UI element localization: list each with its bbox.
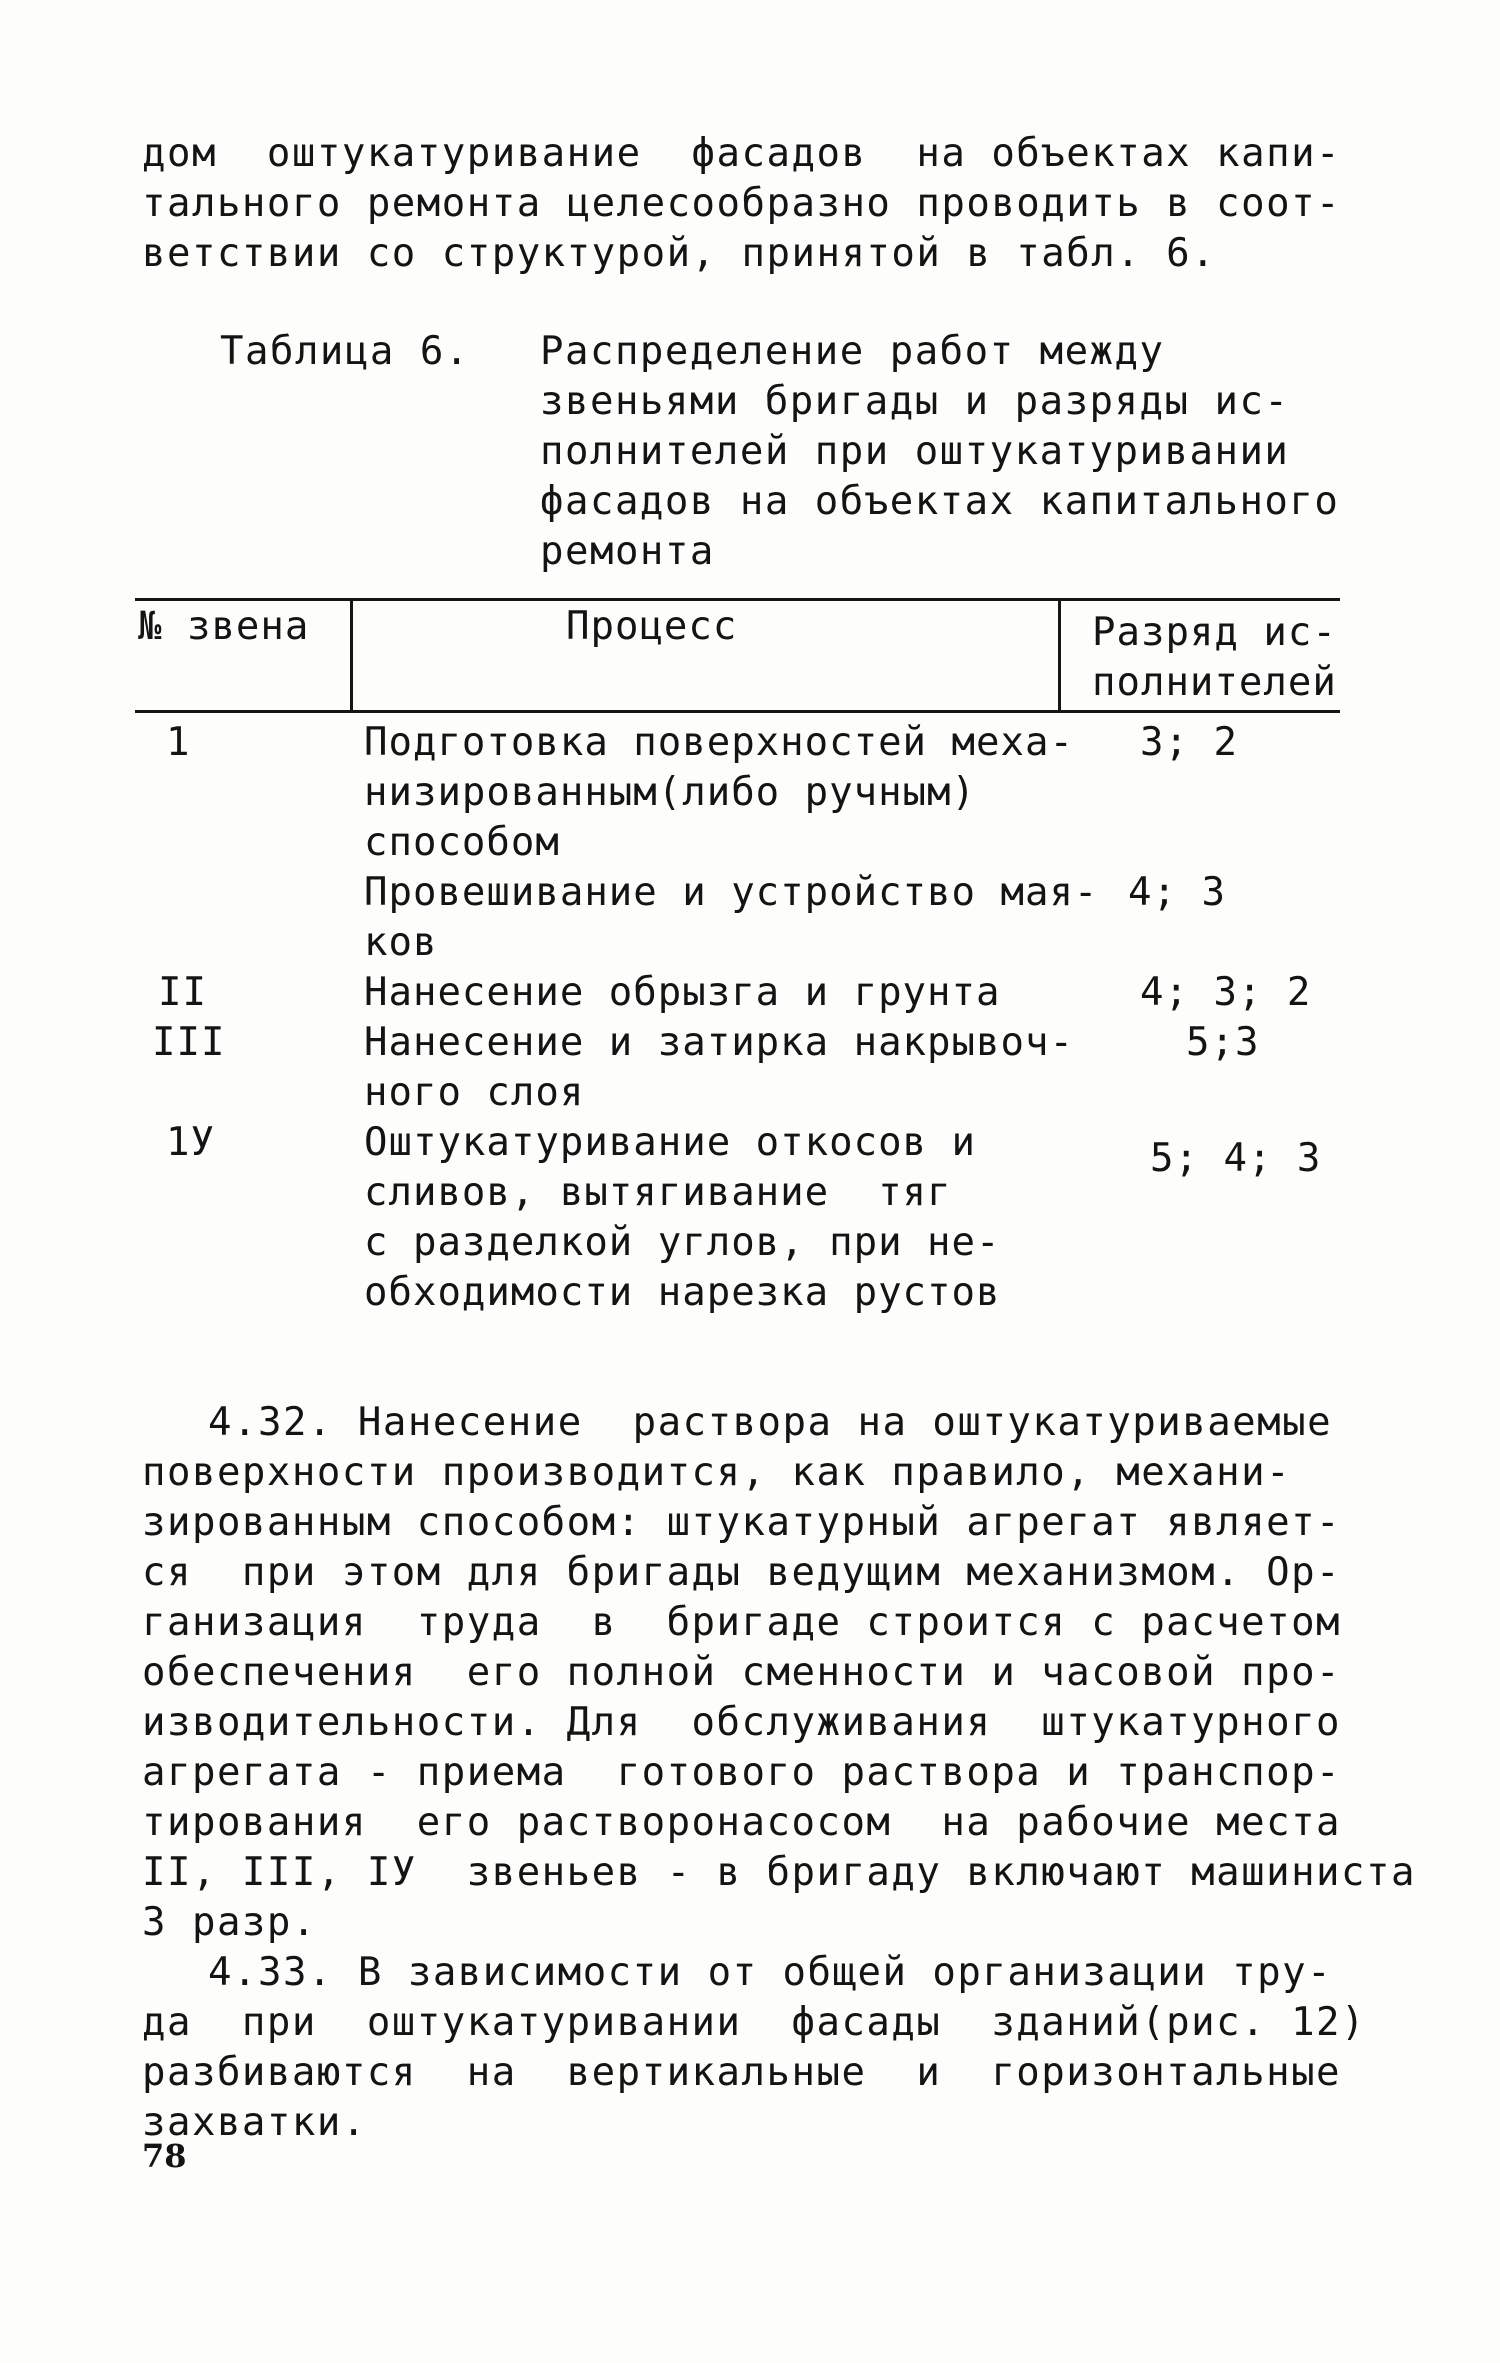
row-5-grade: 5; 4; 3 [1150,1136,1322,1181]
page-number: 78 [142,2137,187,2175]
table-caption-line-2: звеньями бригады и разряды ис- [540,379,1290,424]
row-1-unit: 1 [166,720,191,765]
table-header-bottom-rule [135,710,1340,713]
para-432-line-2: поверхности производится, как правило, механи- [142,1450,1292,1495]
row-3-grade: 4; 3; 2 [1140,970,1312,1015]
para-432-line-6: обеспечения его полной сменности и часовой про- [142,1650,1342,1695]
row-5-process-line-4: обходимости нарезка рустов [364,1270,1001,1315]
row-3-unit: II [158,970,207,1015]
para-433-line-3: разбиваются на вертикальные и горизонтальные [142,2050,1342,2095]
row-5-process-line-2: сливов, вытягивание тяг [364,1170,952,1215]
header-unit: № звена [138,604,310,649]
intro-line-3: ветствии со структурой, принятой в табл. 6. [142,231,1217,276]
row-4-process-line-2: ного слоя [364,1070,585,1115]
table-caption-line-1: Распределение работ между [540,329,1165,374]
row-4-grade: 5;3 [1186,1020,1260,1065]
row-1-process-line-1: Подготовка поверхностей меха- [364,720,1074,765]
table-caption-line-3: полнителей при оштукатуривании [540,429,1290,474]
table-header-divider-2 [1058,600,1061,710]
header-grade-line-1: Разряд ис- [1092,610,1337,655]
row-1-process-line-3: способом [364,820,560,865]
para-432-line-11: 3 разр. [142,1900,317,1945]
row-2-grade: 4; 3 [1128,870,1226,915]
row-2-process-line-2: ков [364,920,438,965]
row-4-unit: III [152,1020,226,1065]
intro-line-1: дом оштукатуривание фасадов на объектах капи- [142,131,1342,176]
row-5-process-line-3: с разделкой углов, при не- [364,1220,1001,1265]
intro-line-2: тального ремонта целесообразно проводить в соот- [142,181,1342,226]
table-caption-line-4: фасадов на объектах капитального [540,479,1340,524]
header-grade-line-2: полнителей [1092,660,1337,705]
header-process: Процесс [566,604,738,649]
para-432-line-9: тирования его растворонасосом на рабочие места [142,1800,1342,1845]
row-1-grade: 3; 2 [1140,720,1238,765]
row-3-process-line-1: Нанесение обрызга и грунта [364,970,1001,1015]
table-top-rule [135,598,1340,601]
row-4-process-line-1: Нанесение и затирка накрывоч- [364,1020,1074,1065]
para-433-line-4: захватки. [142,2100,367,2145]
para-432-line-5: ганизация труда в бригаде строится с расчетом [142,1600,1342,1645]
para-432-line-10: II, III, IУ звеньев - в бригаду включают машиниста [142,1850,1416,1895]
para-432-line-1: 4.32. Нанесение раствора на оштукатуриваемые [208,1400,1333,1445]
row-5-unit: 1У [166,1120,215,1165]
row-5-process-line-1: Оштукатуривание откосов и [364,1120,976,1165]
row-2-process-line-1: Провешивание и устройство мая- [364,870,1099,915]
para-433-line-2: да при оштукатуривании фасады зданий(рис. 12) [142,2000,1367,2045]
para-433-line-1: 4.33. В зависимости от общей организации тру- [208,1950,1333,1995]
table-header-divider-1 [350,600,353,710]
para-432-line-3: зированным способом: штукатурный агрегат являет- [142,1500,1342,1545]
table-caption-label: Таблица 6. [220,329,470,374]
para-432-line-8: агрегата - приема готового раствора и транспор- [142,1750,1342,1795]
table-caption-line-5: ремонта [540,529,715,574]
para-432-line-7: изводительности. Для обслуживания штукатурного [142,1700,1342,1745]
para-432-line-4: ся при этом для бригады ведущим механизмом. Ор- [142,1550,1342,1595]
row-1-process-line-2: низированным(либо ручным) [364,770,976,815]
